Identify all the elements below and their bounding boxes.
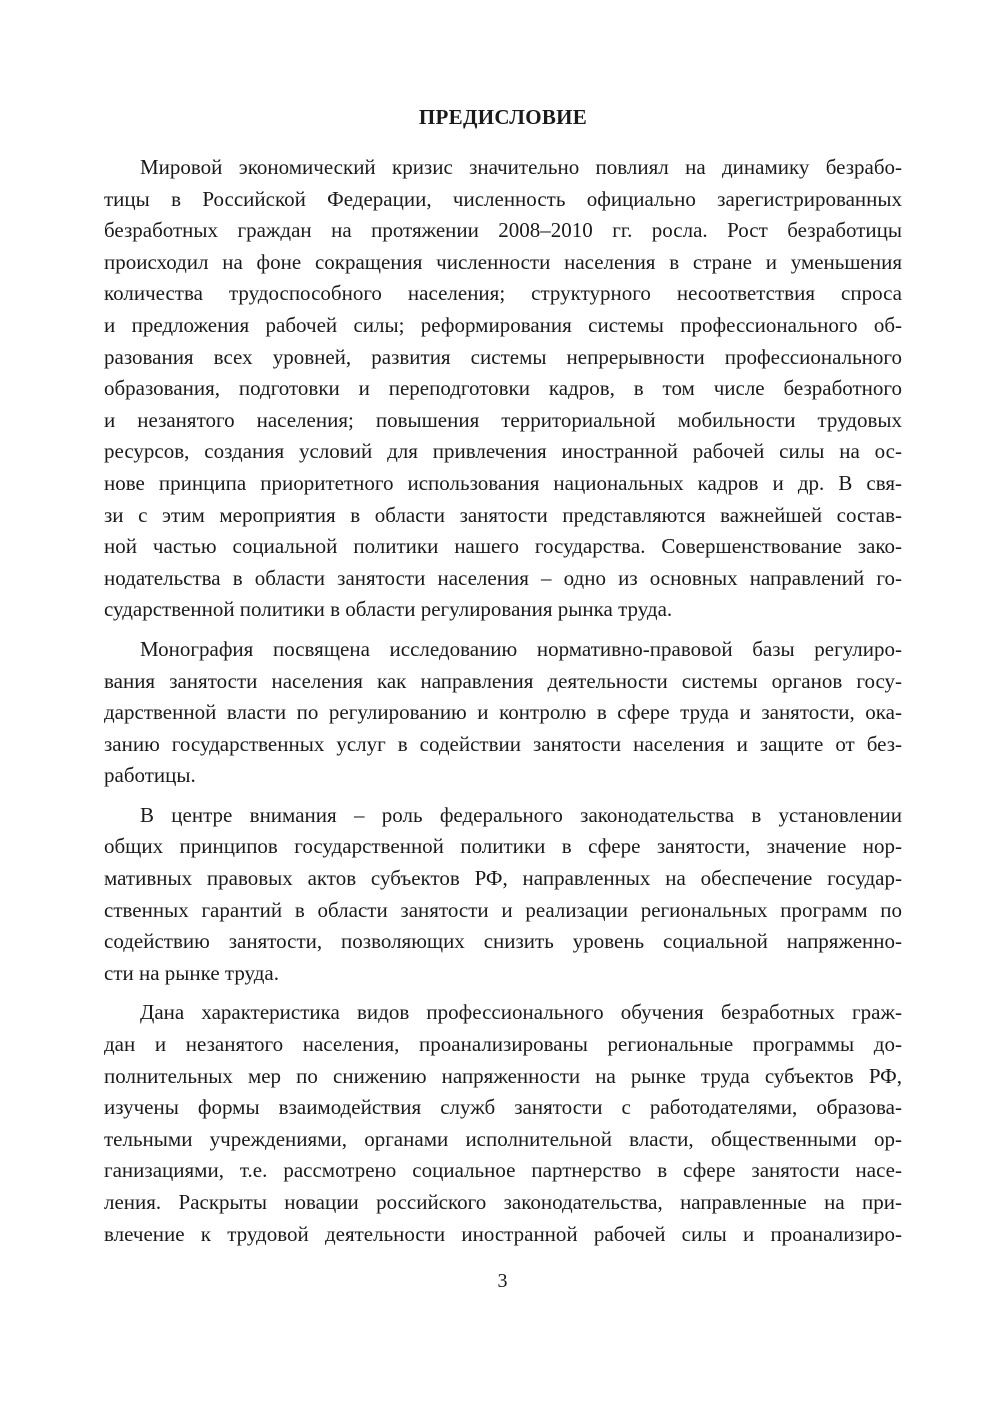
paragraph xyxy=(104,800,902,990)
text-line: изучены формы взаимодействия служб занятости с работодателями, образова- xyxy=(104,1095,902,1120)
text-line: содействию занятости, позволяющих снизить уровень социальной напряженно- xyxy=(104,929,902,954)
paragraph xyxy=(104,152,902,626)
page-title: ПРЕДИСЛОВИЕ xyxy=(418,105,588,129)
text-line: образования, подготовки и переподготовки кадров, в том числе безработного xyxy=(104,376,902,401)
text-line: работицы. xyxy=(104,763,196,788)
text-line: ления. Раскрыты новации российского законодательства, направленные на при- xyxy=(104,1190,902,1214)
text-line: количества трудоспособного населения; структурного несоответствия спроса xyxy=(104,281,902,306)
text-line: ственных гарантий в области занятости и реализации региональных программ по xyxy=(104,897,902,922)
text-line: и незанятого населения; повышения территориальной мобильности трудовых xyxy=(104,407,902,432)
text-line: полнительных мер по снижению напряженности на рынке труда субъектов РФ, xyxy=(104,1063,902,1088)
text-line: нодательства в области занятости населения – одно из основных направлений го- xyxy=(104,565,902,590)
text-line: общих принципов государственной политики в сфере занятости, значение нор- xyxy=(104,834,902,859)
text-line: зи с этим мероприятия в области занятости представляются важнейшей состав- xyxy=(104,502,902,527)
text-line: В центре внимания – роль федерального законодательства в установлении xyxy=(140,802,902,827)
text-line: безработных граждан на протяжении 2008–2010 гг. росла. Рост безработицы xyxy=(104,218,902,243)
text-line: происходил на фоне сокращения численности населения в стране и уменьшения xyxy=(104,249,902,274)
paragraph xyxy=(104,634,902,792)
text-line: вания занятости населения как направления деятельности системы органов госу- xyxy=(104,668,902,693)
text-line: и предложения рабочей силы; реформирования системы профессионального об- xyxy=(104,312,902,337)
text-line: Монография посвящена исследованию нормативно-правовой базы регулиро- xyxy=(140,636,902,661)
text-line: дан и незанятого населения, проанализированы региональные программы до- xyxy=(104,1032,902,1057)
text-line: сти на рынке труда. xyxy=(104,960,279,985)
text-line: занию государственных услуг в содействии занятости населения и защите от без- xyxy=(104,731,902,756)
text-line: нове принципа приоритетного использования национальных кадров и др. В свя- xyxy=(104,470,902,495)
body-text xyxy=(104,152,902,1250)
text-line: ной частью социальной политики нашего государства. Совершенствование зако- xyxy=(104,534,902,559)
text-line: сударственной политики в области регулирования рынка труда. xyxy=(104,597,673,622)
page-number: 3 xyxy=(497,1270,508,1292)
text-line: Мировой экономический кризис значительно повлиял на динамику безрабо- xyxy=(140,155,902,179)
text-line: дарственной власти по регулированию и контролю в сфере труда и занятости, ока- xyxy=(104,700,902,725)
text-line: тельными учреждениями, органами исполнительной власти, общественными ор- xyxy=(104,1126,902,1151)
text-line: Дана характеристика видов профессионального обучения безработных граж- xyxy=(140,1000,902,1025)
paragraph xyxy=(104,997,902,1250)
text-line: ресурсов, создания условий для привлечения иностранной рабочей силы на ос- xyxy=(104,439,902,464)
document-page xyxy=(104,102,902,1258)
text-line: влечение к трудовой деятельности иностранной рабочей силы и проанализиро- xyxy=(104,1221,902,1246)
text-line: мативных правовых актов субъектов РФ, направленных на обеспечение государ- xyxy=(104,866,902,891)
text-line: разования всех уровней, развития системы непрерывности профессионального xyxy=(104,344,902,369)
text-line: ганизациями, т.е. рассмотрено социальное партнерство в сфере занятости насе- xyxy=(104,1158,902,1183)
text-line: тицы в Российской Федерации, численность официально зарегистрированных xyxy=(104,186,902,211)
